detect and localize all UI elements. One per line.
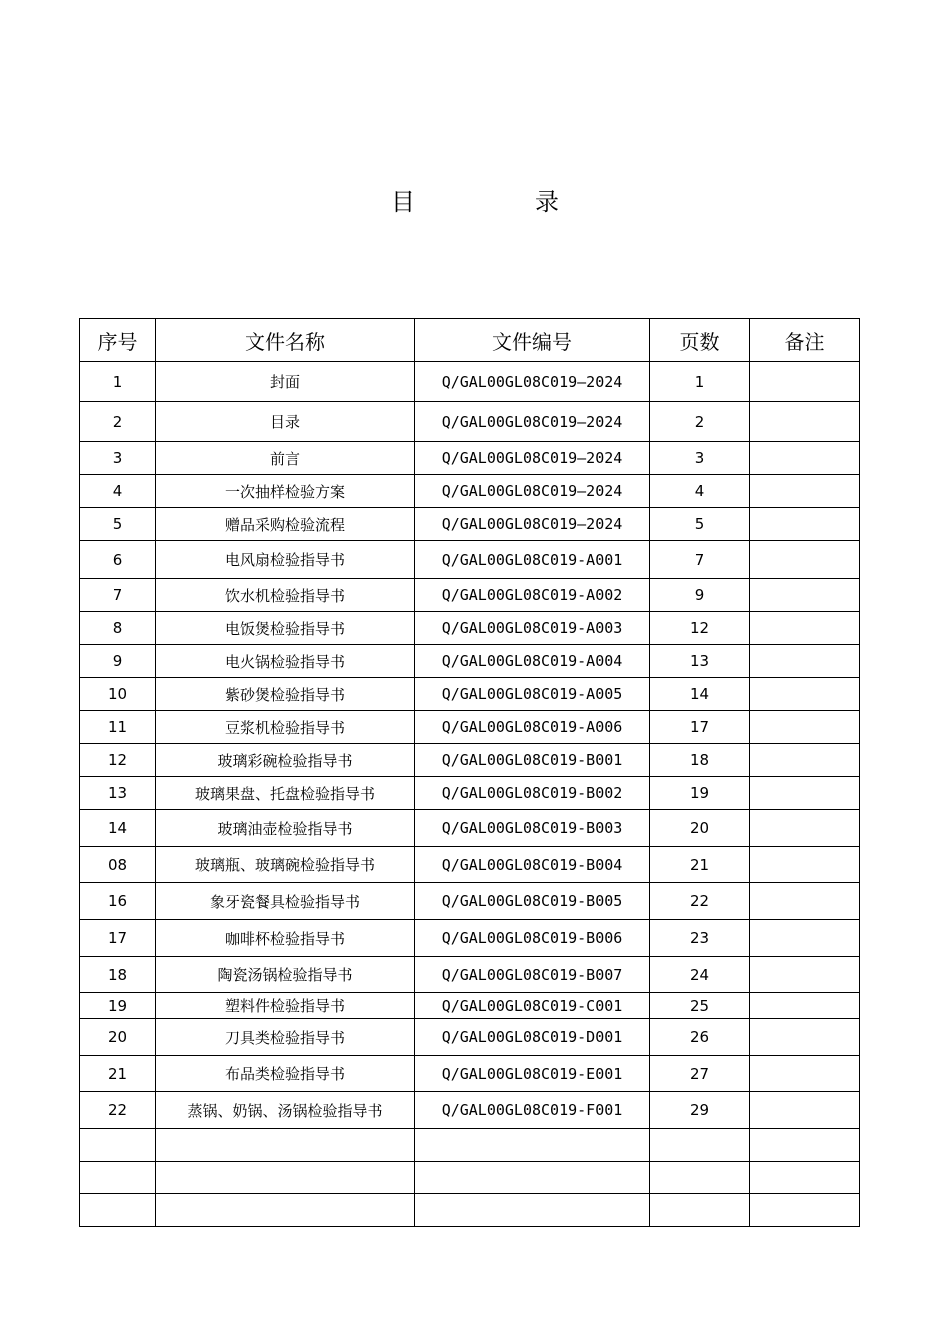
cell-note (750, 645, 860, 678)
cell-code: Q/GAL00GL08C019-A006 (415, 711, 650, 744)
cell-no: 8 (80, 612, 156, 645)
toc-table (79, 318, 860, 1227)
header-code: 文件编号 (415, 319, 650, 362)
table-row (80, 1194, 860, 1227)
table-row (80, 1092, 860, 1129)
cell-code (415, 1162, 650, 1194)
table-row (80, 1056, 860, 1092)
cell-name: 前言 (156, 442, 415, 475)
cell-page: 26 (650, 1019, 750, 1056)
cell-page: 2 (650, 402, 750, 442)
cell-note (750, 957, 860, 993)
table-row (80, 920, 860, 957)
table-row (80, 1129, 860, 1162)
cell-no: 11 (80, 711, 156, 744)
cell-page: 9 (650, 579, 750, 612)
cell-no: 16 (80, 883, 156, 920)
cell-note (750, 993, 860, 1019)
cell-note (750, 579, 860, 612)
cell-note (750, 920, 860, 957)
header-row (80, 319, 860, 362)
cell-name: 一次抽样检验方案 (156, 475, 415, 508)
cell-page: 14 (650, 678, 750, 711)
table-row (80, 645, 860, 678)
table-row (80, 362, 860, 402)
table-row (80, 402, 860, 442)
cell-page: 1 (650, 362, 750, 402)
cell-no (80, 1194, 156, 1227)
cell-code: Q/GAL00GL08C019—2024 (415, 508, 650, 541)
table-row (80, 883, 860, 920)
cell-page: 12 (650, 612, 750, 645)
cell-code: Q/GAL00GL08C019—2024 (415, 362, 650, 402)
cell-note (750, 810, 860, 847)
cell-code: Q/GAL00GL08C019-B002 (415, 777, 650, 810)
cell-page: 25 (650, 993, 750, 1019)
cell-code: Q/GAL00GL08C019-A002 (415, 579, 650, 612)
cell-name: 塑料件检验指导书 (156, 993, 415, 1019)
cell-no: 22 (80, 1092, 156, 1129)
cell-code: Q/GAL00GL08C019-A005 (415, 678, 650, 711)
cell-note (750, 508, 860, 541)
cell-name: 目录 (156, 402, 415, 442)
table-row (80, 678, 860, 711)
cell-code: Q/GAL00GL08C019-B006 (415, 920, 650, 957)
cell-no: 19 (80, 993, 156, 1019)
cell-code: Q/GAL00GL08C019-A003 (415, 612, 650, 645)
cell-page (650, 1194, 750, 1227)
cell-note (750, 1129, 860, 1162)
cell-name: 刀具类检验指导书 (156, 1019, 415, 1056)
cell-no: 14 (80, 810, 156, 847)
cell-page: 7 (650, 541, 750, 579)
cell-page: 18 (650, 744, 750, 777)
table-row (80, 744, 860, 777)
cell-name: 玻璃瓶、玻璃碗检验指导书 (156, 847, 415, 883)
table-row (80, 810, 860, 847)
table-row (80, 442, 860, 475)
cell-name: 电饭煲检验指导书 (156, 612, 415, 645)
cell-code: Q/GAL00GL08C019-B007 (415, 957, 650, 993)
cell-no: 5 (80, 508, 156, 541)
table-row (80, 612, 860, 645)
cell-no: 7 (80, 579, 156, 612)
cell-name: 咖啡杯检验指导书 (156, 920, 415, 957)
cell-note (750, 1056, 860, 1092)
cell-code: Q/GAL00GL08C019-B003 (415, 810, 650, 847)
cell-name: 饮水机检验指导书 (156, 579, 415, 612)
cell-note (750, 541, 860, 579)
cell-page: 21 (650, 847, 750, 883)
cell-no (80, 1129, 156, 1162)
cell-code: Q/GAL00GL08C019-E001 (415, 1056, 650, 1092)
cell-name: 玻璃彩碗检验指导书 (156, 744, 415, 777)
page-title: 目 录 (391, 188, 607, 216)
cell-code: Q/GAL00GL08C019-D001 (415, 1019, 650, 1056)
cell-page: 23 (650, 920, 750, 957)
cell-note (750, 442, 860, 475)
cell-page: 24 (650, 957, 750, 993)
cell-code: Q/GAL00GL08C019-A001 (415, 541, 650, 579)
cell-page: 5 (650, 508, 750, 541)
cell-no (80, 1162, 156, 1194)
cell-name (156, 1162, 415, 1194)
table-row (80, 541, 860, 579)
cell-no: 3 (80, 442, 156, 475)
cell-no: 6 (80, 541, 156, 579)
cell-page: 27 (650, 1056, 750, 1092)
toc-body (80, 362, 860, 1227)
cell-name: 紫砂煲检验指导书 (156, 678, 415, 711)
cell-no: 21 (80, 1056, 156, 1092)
table-row (80, 777, 860, 810)
cell-no: 18 (80, 957, 156, 993)
cell-no: 13 (80, 777, 156, 810)
table-row (80, 508, 860, 541)
cell-code: Q/GAL00GL08C019-F001 (415, 1092, 650, 1129)
cell-note (750, 883, 860, 920)
cell-no: 20 (80, 1019, 156, 1056)
cell-name: 布品类检验指导书 (156, 1056, 415, 1092)
cell-name: 玻璃油壶检验指导书 (156, 810, 415, 847)
cell-note (750, 1019, 860, 1056)
cell-name: 象牙瓷餐具检验指导书 (156, 883, 415, 920)
cell-code: Q/GAL00GL08C019-A004 (415, 645, 650, 678)
cell-code: Q/GAL00GL08C019—2024 (415, 442, 650, 475)
table-row (80, 1019, 860, 1056)
cell-no: 17 (80, 920, 156, 957)
cell-name: 玻璃果盘、托盘检验指导书 (156, 777, 415, 810)
header-name: 文件名称 (156, 319, 415, 362)
table-row (80, 579, 860, 612)
cell-note (750, 711, 860, 744)
cell-no: 12 (80, 744, 156, 777)
cell-name: 蒸锅、奶锅、汤锅检验指导书 (156, 1092, 415, 1129)
header-no: 序号 (80, 319, 156, 362)
table-row (80, 993, 860, 1019)
cell-page: 29 (650, 1092, 750, 1129)
cell-no: 10 (80, 678, 156, 711)
cell-no: 9 (80, 645, 156, 678)
cell-code (415, 1194, 650, 1227)
cell-note (750, 744, 860, 777)
cell-note (750, 362, 860, 402)
cell-page: 22 (650, 883, 750, 920)
cell-code (415, 1129, 650, 1162)
cell-name (156, 1194, 415, 1227)
cell-note (750, 1162, 860, 1194)
cell-code: Q/GAL00GL08C019—2024 (415, 402, 650, 442)
cell-note (750, 612, 860, 645)
cell-note (750, 475, 860, 508)
cell-no: 4 (80, 475, 156, 508)
cell-name (156, 1129, 415, 1162)
table-row (80, 957, 860, 993)
cell-name: 封面 (156, 362, 415, 402)
cell-code: Q/GAL00GL08C019-C001 (415, 993, 650, 1019)
table-row (80, 711, 860, 744)
cell-page: 13 (650, 645, 750, 678)
table-row (80, 1162, 860, 1194)
cell-note (750, 678, 860, 711)
cell-note (750, 777, 860, 810)
cell-page: 3 (650, 442, 750, 475)
cell-name: 豆浆机检验指导书 (156, 711, 415, 744)
cell-name: 陶瓷汤锅检验指导书 (156, 957, 415, 993)
cell-note (750, 1194, 860, 1227)
cell-no: 08 (80, 847, 156, 883)
cell-note (750, 402, 860, 442)
cell-page: 4 (650, 475, 750, 508)
cell-page (650, 1129, 750, 1162)
cell-no: 2 (80, 402, 156, 442)
cell-note (750, 1092, 860, 1129)
cell-page (650, 1162, 750, 1194)
cell-code: Q/GAL00GL08C019-B005 (415, 883, 650, 920)
cell-code: Q/GAL00GL08C019-B001 (415, 744, 650, 777)
header-note: 备注 (750, 319, 860, 362)
cell-name: 赠品采购检验流程 (156, 508, 415, 541)
cell-page: 17 (650, 711, 750, 744)
cell-page: 20 (650, 810, 750, 847)
cell-note (750, 847, 860, 883)
cell-page: 19 (650, 777, 750, 810)
header-pages: 页数 (650, 319, 750, 362)
cell-name: 电风扇检验指导书 (156, 541, 415, 579)
cell-name: 电火锅检验指导书 (156, 645, 415, 678)
cell-code: Q/GAL00GL08C019-B004 (415, 847, 650, 883)
table-row (80, 847, 860, 883)
cell-no: 1 (80, 362, 156, 402)
cell-code: Q/GAL00GL08C019—2024 (415, 475, 650, 508)
table-row (80, 475, 860, 508)
